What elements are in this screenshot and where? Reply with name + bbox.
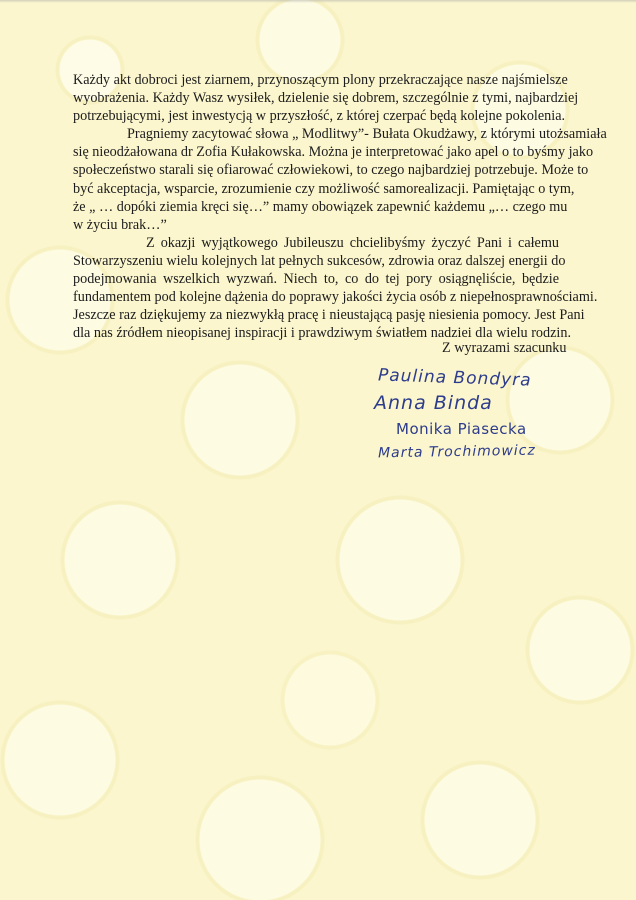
text-line: Z okazji wyjątkowego Jubileuszu chcielibyśmy życzyć Pani i całemu: [146, 234, 559, 251]
signature: Anna Binda: [374, 392, 493, 414]
page-edge-shadow: [0, 0, 636, 3]
signature: Monika Piasecka: [396, 420, 527, 438]
text-line: Jeszcze raz dziękujemy za niezwykłą pracę i nieustającą pasję niesienia pomocy. Jest Pani: [73, 307, 585, 324]
paragraph-1: [73, 71, 579, 125]
letter-body: [73, 71, 607, 342]
text-line: w życiu brak…”: [73, 216, 167, 233]
text-line: Każdy akt dobroci jest ziarnem, przynoszącym plony przekraczające nasze najśmielsze: [73, 72, 568, 88]
text-line: społeczeństwo starali się ofiarować człowiekowi, to czego najbardziej potrzebuje. Może to: [73, 162, 589, 179]
text-line: podejmowania wszelkich wyzwań. Niech to, co do tej pory osiągnęliście, będzie: [73, 271, 559, 288]
text-line: Pragniemy zacytować słowa „ Modlitwy”- Bułata Okudżawy, z którymi utożsamiała: [127, 126, 607, 143]
text-line: wyobrażenia. Każdy Wasz wysiłek, dzielenie się dobrem, szczególnie z tymi, najbardziej: [73, 90, 579, 107]
text-line: fundamentem pod kolejne dążenia do poprawy jakości życia osób z niepełnosprawnościami.: [73, 289, 598, 306]
text-line: się nieodżałowana dr Zofia Kułakowska. Można je interpretować jako apel o to byśmy jako: [73, 144, 594, 161]
signature: Marta Trochimowicz: [377, 442, 536, 462]
text-line: Stowarzyszeniu wielu kolejnych lat pełnych sukcesów, zdrowia oraz dalszej energii do: [73, 252, 566, 269]
paragraph-3: [73, 234, 598, 343]
signature-block: [368, 365, 568, 478]
text-line: być akceptacja, wsparcie, zrozumienie czy możliwość samorealizacji. Pamiętając o tym,: [73, 180, 575, 197]
text-line: że „ … dopóki ziemia kręci się…” mamy obowiązek zapewnić każdemu „… czego mu: [73, 198, 568, 215]
text-line: potrzebującymi, jest inwestycją w przyszłość, z której czerpać będą kolejne pokolenia.: [73, 108, 566, 125]
text-line: dla nas źródłem nieopisanej inspiracji i prawdziwym światłem nadziei dla wielu rodzin.: [73, 325, 571, 342]
paragraph-2: [73, 125, 607, 234]
signature: Paulina Bondyra: [377, 365, 532, 391]
closing-salutation: Z wyrazami szacunku: [442, 340, 567, 356]
